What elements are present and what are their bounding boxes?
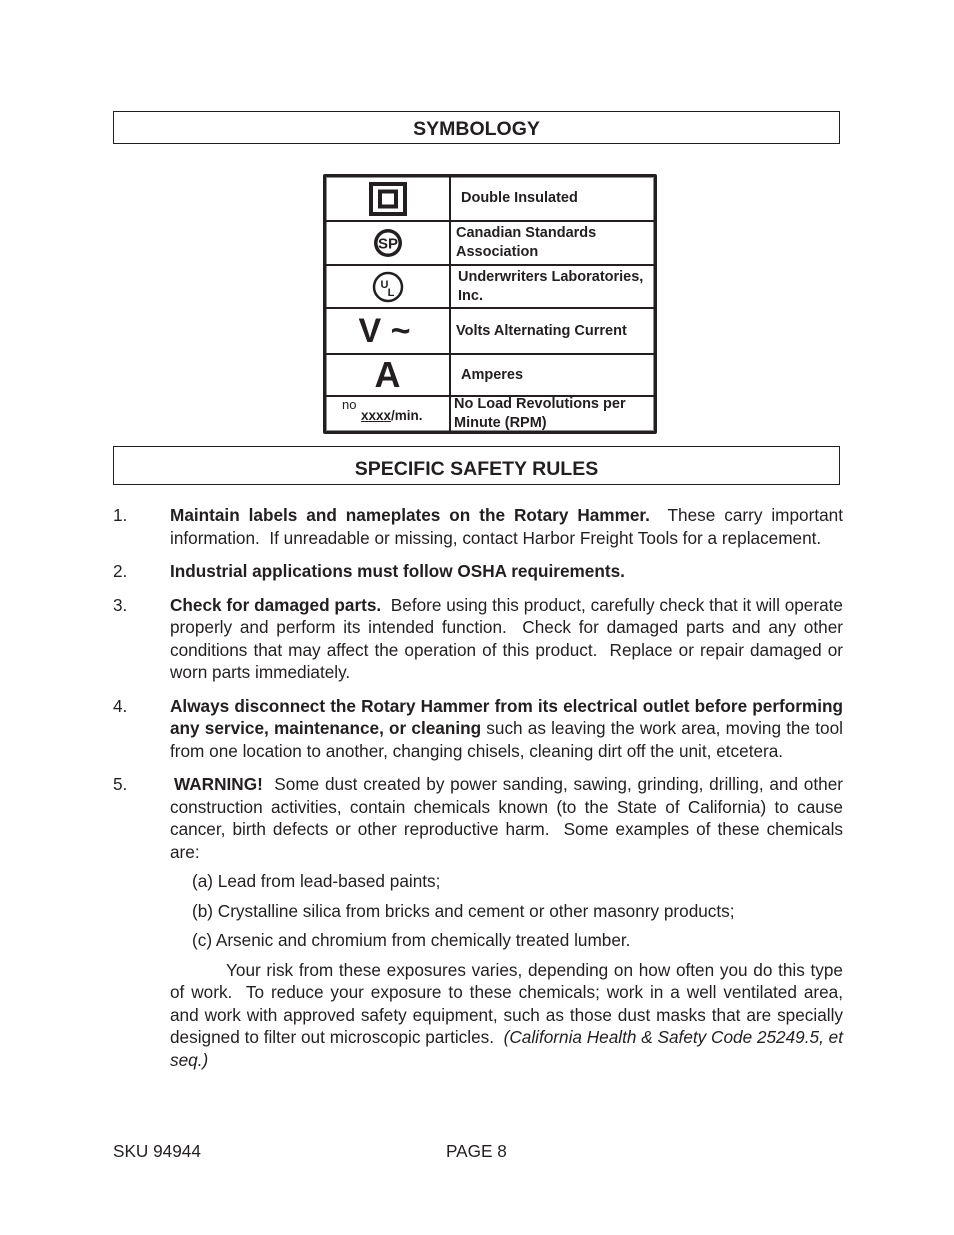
- rule-item: 5. WARNING! Some dust created by power sanding, sawing, grinding, drilling, and other construction activities, contain chemicals known (to the State of California) to cause cancer, birth defects or other reproductive harm. Some examples of these chemicals are:: [113, 774, 848, 862]
- symbol-label: Volts Alternating Current: [456, 322, 627, 339]
- rule-item: 2. Industrial applications must follow OSHA requirements.: [113, 561, 625, 581]
- symbol-label: Amperes: [461, 366, 524, 383]
- volts-symbol: V ~: [358, 311, 411, 350]
- symbology-table: [323, 174, 657, 434]
- amperes-symbol: A: [374, 354, 401, 395]
- amperes-icon: [326, 355, 451, 395]
- symbol-label: Canadian Standards Association: [456, 225, 597, 260]
- example-item: (a) Lead from lead-based paints;: [192, 871, 441, 891]
- symbol-label: No Load Revolutions per Minute (RPM): [454, 396, 626, 431]
- example-item: (c) Arsenic and chromium from chemically treated lumber.: [192, 930, 631, 950]
- ul-icon: [326, 266, 451, 307]
- rpm-unit: /min.: [391, 408, 423, 423]
- rpm-icon: [326, 397, 451, 431]
- csa-icon: [326, 222, 451, 264]
- rpm-value: xxxx: [361, 408, 392, 423]
- safety-rules-list: [113, 504, 848, 1071]
- svg-text:U: U: [380, 278, 388, 291]
- double-insulated-icon: [326, 177, 451, 220]
- svg-text:L: L: [387, 286, 394, 299]
- symbology-heading: SYMBOLOGY: [113, 111, 840, 144]
- symbol-row-amperes: [326, 355, 654, 397]
- citation: (California Health & Safety Code 25249.5, et seq.): [170, 1027, 843, 1070]
- symbol-row-csa: [326, 222, 654, 266]
- rule-item: 3. Check for damaged parts. Before using this product, carefully check that it will operate properly and perform its intended function. Check for damaged parts and any other conditions that may affect the operation of this product. Replace or repair damaged or worn parts immediately.: [113, 594, 848, 682]
- footer-sku: SKU 94944: [113, 1141, 201, 1161]
- closing-paragraph: Your risk from these exposures varies, depending on how often you do this type of work. To reduce your exposure to these chemicals; work in a well ventilated area, and work with approved safety equipment, such as those dust masks that are specially designed to filter out microscopic particles. (California Health & Safety Code 25249.5, et seq.): [170, 959, 848, 1070]
- symbol-row-rpm: [326, 397, 654, 431]
- rule-item: 4. Always disconnect the Rotary Hammer from its electrical outlet before performing any service, maintenance, or cleaning such as leaving the work area, moving the tool from one location to another, changing chisels, cleaning dirt off the unit, etcetera.: [113, 695, 848, 761]
- symbol-row-volts: [326, 309, 654, 355]
- safety-rules-heading: SPECIFIC SAFETY RULES: [113, 446, 840, 485]
- symbol-row-double-insulated: [326, 177, 654, 222]
- rpm-prefix: no: [342, 397, 357, 412]
- symbol-label: Underwriters Laboratories, Inc.: [458, 268, 644, 304]
- symbol-label: Double Insulated: [461, 190, 578, 206]
- rule-item: 1. Maintain labels and nameplates on the Rotary Hammer. These carry important information. If unreadable or missing, contact Harbor Freight Tools for a replacement.: [113, 505, 848, 548]
- example-item: (b) Crystalline silica from bricks and cement or other masonry products;: [192, 900, 735, 921]
- footer-page-number: PAGE 8: [446, 1141, 507, 1161]
- svg-text:SP: SP: [377, 235, 398, 253]
- volts-ac-icon: [326, 309, 451, 353]
- symbol-row-ul: [326, 266, 654, 309]
